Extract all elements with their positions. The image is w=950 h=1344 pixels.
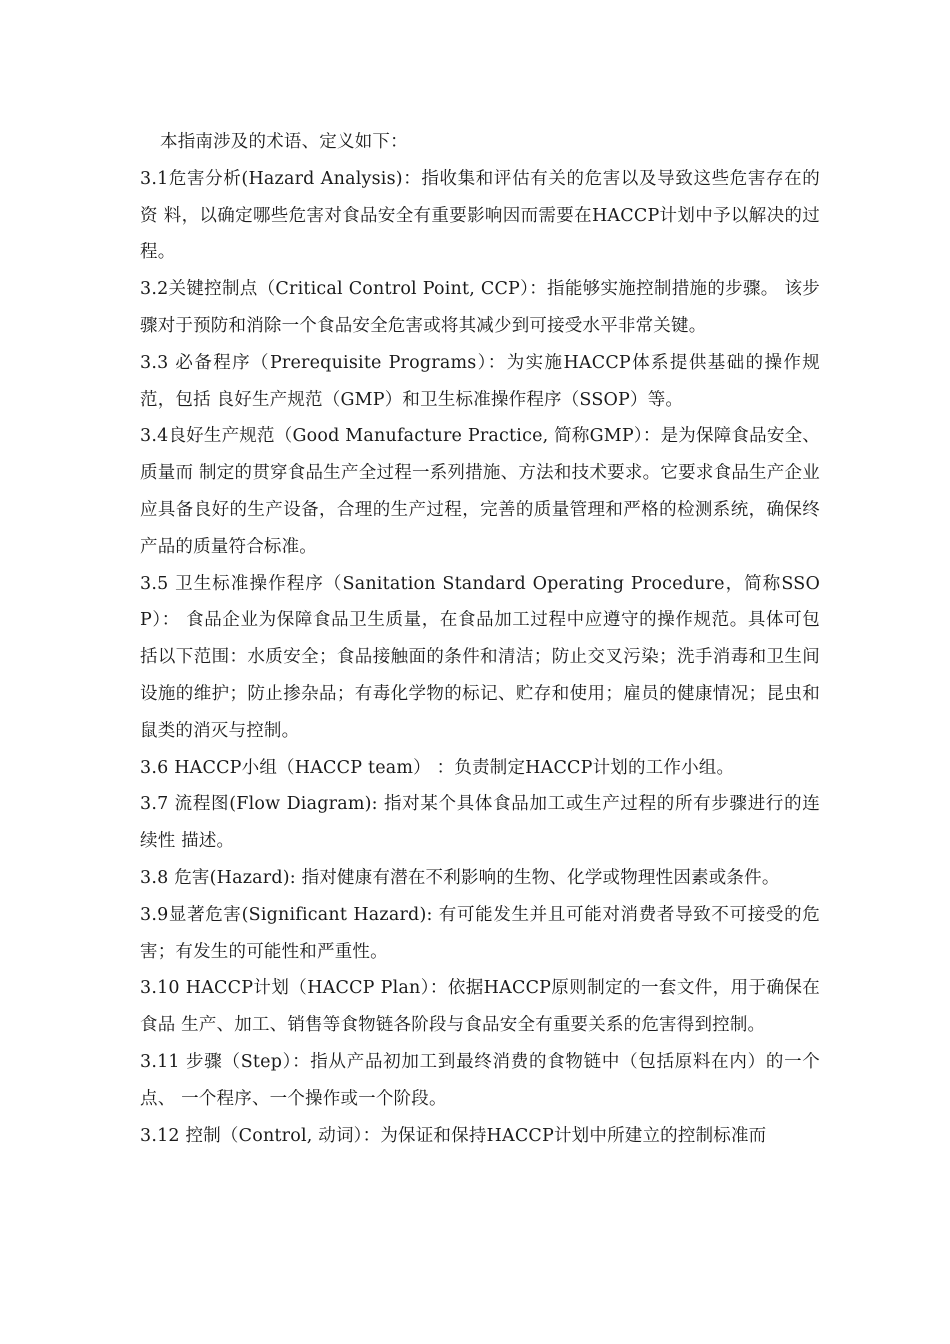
definition-3-7: 3.7 流程图(Flow Diagram): 指对某个具体食品加工或生产过程的所有步骤进行的连续性 描述。 [140,794,820,852]
definition-3-3: 3.3 必备程序（Prerequisite Programs）：为实施HACCP体系提供基础的操作规范，包括 良好生产规范（GMP）和卫生标准操作程序（SSOP）等。 [140,352,820,410]
definition-3-8: 3.8 危害(Hazard): 指对健康有潜在不利影响的生物、化学或物理性因素或条件。 [140,867,780,888]
definition-3-6: 3.6 HACCP小组（HACCP team） ：负责制定HACCP计划的工作小组。 [140,757,735,778]
definition-3-9: 3.9显著危害(Significant Hazard): 有可能发生并且可能对消费者导致不可接受的危害；有发生的可能性和严重性。 [140,904,820,962]
definition-3-11: 3.11 步骤（Step）：指从产品初加工到最终消费的食物链中（包括原料在内）的一个点、 一个程序、一个操作或一个阶段。 [140,1051,820,1109]
definition-3-12: 3.12 控制（Control, 动词）：为保证和保持HACCP计划中所建立的控制标准而 [140,1125,767,1146]
definition-3-2: 3.2关键控制点（Critical Control Point, CCP）：指能够实施控制措施的步骤。 该步骤对于预防和消除一个食品安全危害或将其减少到可接受水平非常关键。 [140,279,820,336]
definition-3-1: 3.1危害分析(Hazard Analysis)：指收集和评估有关的危害以及导致这些危害存在的资 料，以确定哪些危害对食品安全有重要影响因而需要在HACCP计划中予以解决的过程。 [140,168,820,263]
intro-paragraph: 本指南涉及的术语、定义如下： [160,132,408,152]
document-body [140,124,820,1154]
definition-3-4: 3.4良好生产规范（Good Manufacture Practice, 简称GMP）：是为保障食品安全、质量而 制定的贯穿食品生产全过程一系列措施、方法和技术要求。它要求食品生产企业应具备良好的生产设备，合理的生产过程，完善的质量管理和严格的检测系统，确保终产品的质量符合标准。 [140,426,820,557]
definition-3-5: 3.5 卫生标准操作程序（Sanitation Standard Operating Procedure，简称SSOP）： 食品企业为保障食品卫生质量，在食品加工过程中应遵守的操作规范。具体可包括以下范围：水质安全；食品接触面的条件和清洁；防止交叉污染；洗手消毒和卫生间设施的维护；防止掺杂品；有毒化学物的标记、贮存和使用；雇员的健康情况；昆虫和鼠类的消灭与控制。 [140,573,820,741]
definition-3-10: 3.10 HACCP计划（HACCP Plan）：依据HACCP原则制定的一套文件，用于确保在食品 生产、加工、销售等食物链各阶段与食品安全有重要关系的危害得到控制。 [140,978,820,1036]
